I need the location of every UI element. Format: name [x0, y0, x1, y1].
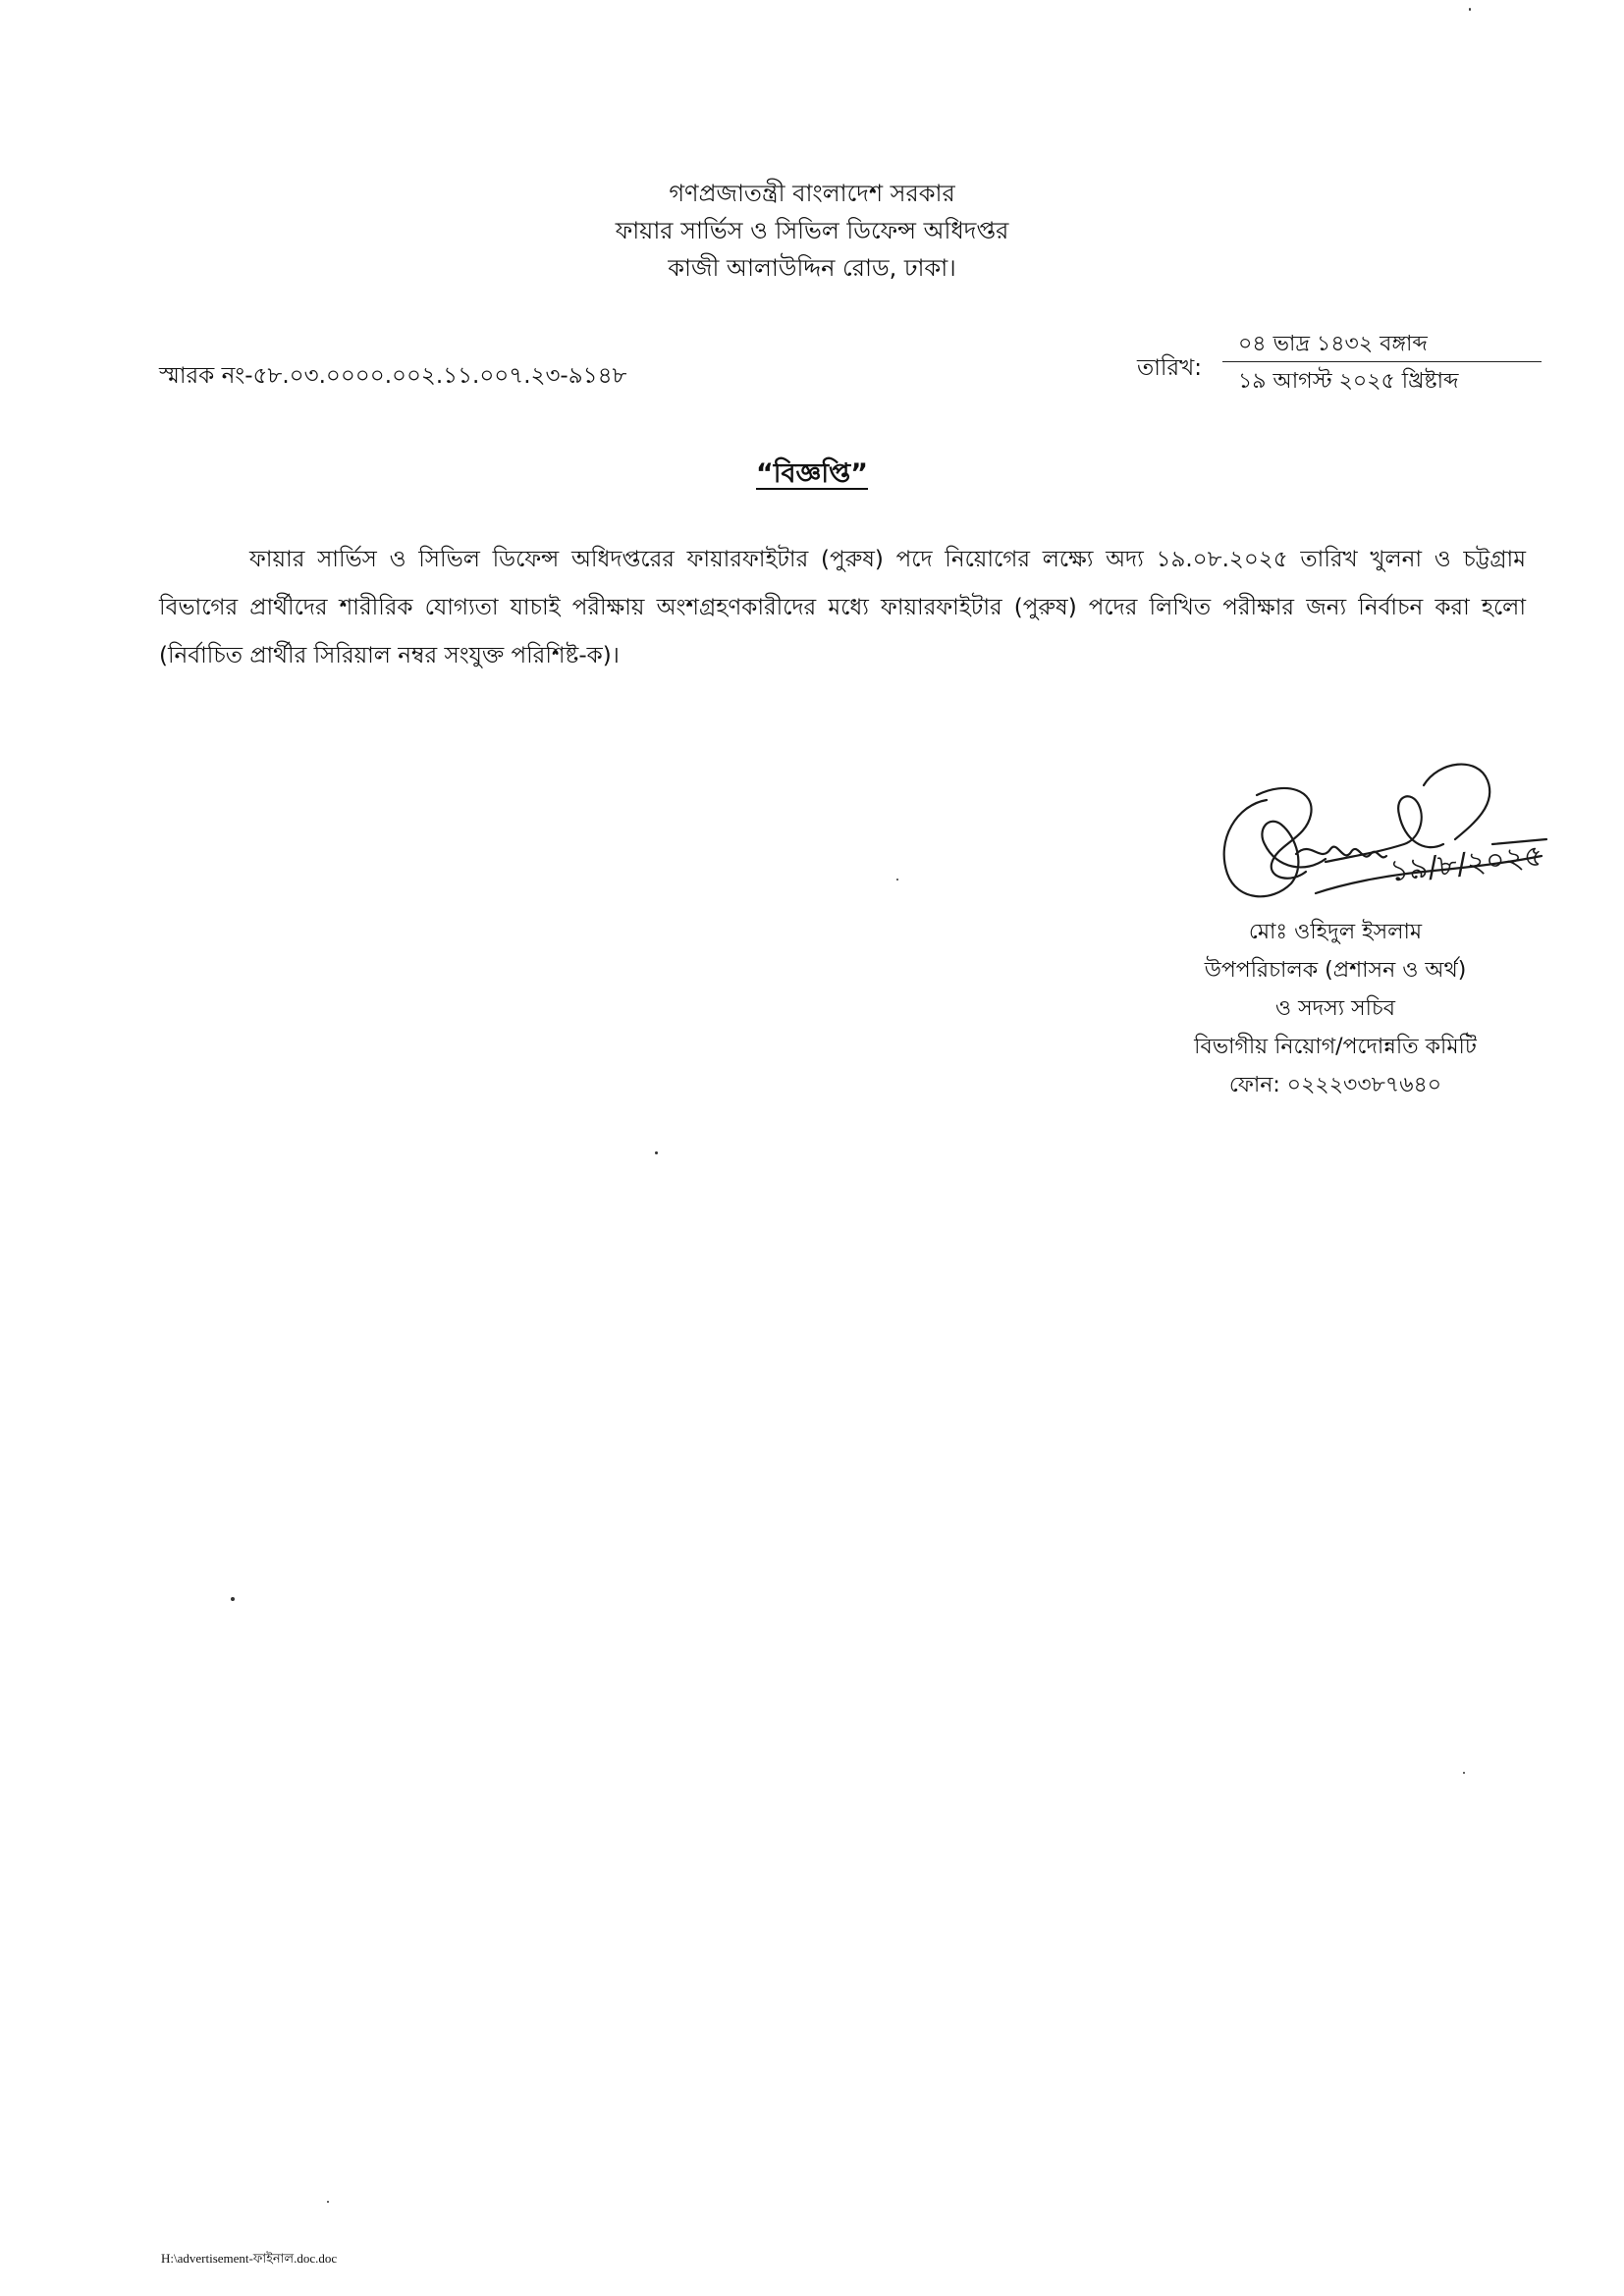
date-block — [1222, 328, 1542, 398]
handwritten-signature — [1198, 746, 1571, 933]
office-address: কাজী আলাউদ্দিন রোড, ঢাকা। — [668, 254, 956, 282]
scan-speck — [1463, 1772, 1465, 1774]
signatory-role: ও সদস্য সচিব — [1274, 996, 1396, 1021]
signatory-name: মোঃ ওহিদুল ইসলাম — [1248, 920, 1423, 944]
letterhead — [0, 175, 1624, 287]
scan-speck — [655, 1151, 658, 1154]
memo-number: স্মারক নং-৫৮.০৩.০০০০.০০২.১১.০০৭.২৩-৯১৪৮ — [159, 363, 627, 389]
scan-speck — [231, 1597, 235, 1601]
notice-body: ফায়ার সার্ভিস ও সিভিল ডিফেন্স অধিদপ্তরের ফায়ারফাইটার (পুরুষ) পদে নিয়োগের লক্ষ্যে অদ্য ১৯.০৮.২০২৫ তারিখ খুলনা ও চট্টগ্রাম বিভাগের প্রার্থীদের শারীরিক যোগ্যতা যাচাই পরীক্ষায় অংশগ্রহণকারীদের মধ্যে ফায়ারফাইটার (পুরুষ) পদের লিখিত পরীক্ষার জন্য নির্বাচন করা হলো (নির্বাচিত প্রার্থীর সিরিয়াল নম্বর সংযুক্ত পরিশিষ্ট-ক)। — [159, 547, 1526, 668]
date-bangla: ০৪ ভাদ্র ১৪৩২ বঙ্গাব্দ — [1238, 332, 1428, 356]
signatory-phone: ফোন: ০২২২৩৩৮৭৬৪০ — [1228, 1073, 1442, 1097]
date-gregorian: ১৯ আগস্ট ২০২৫ খ্রিষ্টাব্দ — [1238, 369, 1459, 394]
file-path-footer: H:\advertisement-ফাইনাল.doc.doc — [161, 2251, 338, 2266]
notice-title — [0, 454, 1624, 498]
department-name: ফায়ার সার্ভিস ও সিভিল ডিফেন্স অধিদপ্তর — [615, 217, 1009, 244]
signatory-block — [1129, 913, 1542, 1104]
signature-date: ১৯/৮/২০২৫ — [1387, 838, 1545, 889]
government-name: গণপ্রজাতন্ত্রী বাংলাদেশ সরকার — [669, 180, 955, 207]
scan-speck — [327, 2201, 329, 2203]
signatory-committee: বিভাগীয় নিয়োগ/পদোন্নতি কমিটি — [1194, 1035, 1477, 1059]
scan-speck — [896, 879, 898, 881]
scan-speck — [1469, 8, 1471, 11]
date-label: তারিখ: — [1137, 355, 1203, 381]
notice-title-text: “বিজ্ঞপ্তি” — [756, 458, 868, 489]
signatory-designation: উপপরিচালক (প্রশাসন ও অর্থ) — [1204, 958, 1467, 983]
